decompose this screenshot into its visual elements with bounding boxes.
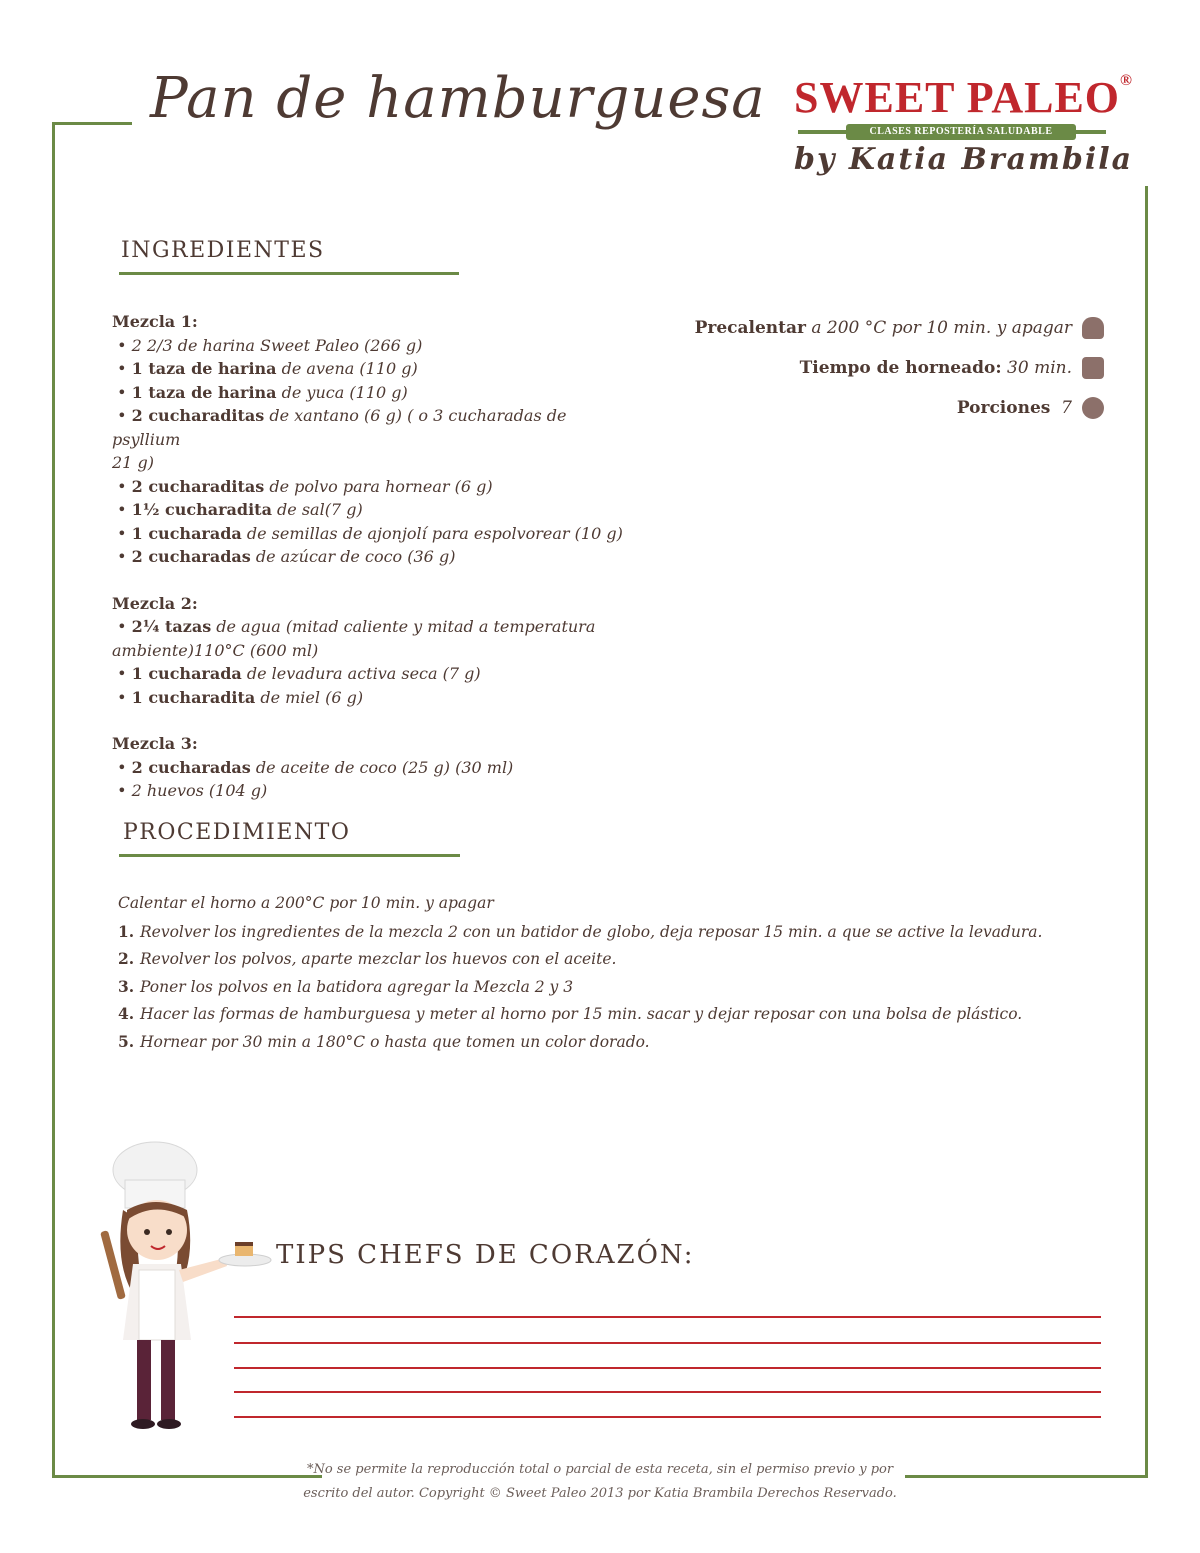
mix-title: Mezcla 1: <box>112 312 198 331</box>
logo-author: by Katia Brambila <box>794 142 1134 177</box>
procedure-step: 3. Poner los polvos en la batidora agregar la Mezcla 2 y 3 <box>118 976 574 996</box>
bake-time-row: Tiempo de horneado: 30 min. <box>684 348 1104 388</box>
timer-icon <box>1082 357 1104 379</box>
preheat-row: Precalentar a 200 °C por 10 min. y apagar <box>684 308 1104 348</box>
copyright-footer <box>250 1458 950 1506</box>
footer-line-2: escrito del autor. Copyright © Sweet Paleo 2013 por Katia Brambila Derechos Reservado. <box>303 1486 897 1501</box>
procedure-step: 1. Revolver los ingredientes de la mezcla 2 con un batidor de globo, deja reposar 15 min. a que se active la levadura. <box>118 921 1043 941</box>
mix-1 <box>112 310 632 569</box>
ingredients-heading: INGREDIENTES <box>121 238 325 263</box>
ingredients-list <box>112 310 632 803</box>
procedure-rule <box>119 854 460 857</box>
tips-line <box>234 1391 1101 1393</box>
oven-mitt-icon <box>1082 317 1104 339</box>
list-item: • 1 cucharada de levadura activa seca (7 g) <box>112 664 481 683</box>
list-item: • 2 cucharadas de aceite de coco (25 g) (30 ml) <box>112 757 514 777</box>
recipe-info <box>684 308 1104 428</box>
frame-top-left <box>52 122 132 125</box>
list-item: • 2 2/3 de harina Sweet Paleo (266 g) <box>112 335 423 355</box>
mix-title: Mezcla 2: <box>112 593 198 613</box>
list-item: • 1 cucharadita de miel (6 g) <box>112 687 364 707</box>
procedure-step: 4. Hacer las formas de hamburguesa y meter al horno por 15 min. sacar y dejar reposar con una bolsa de plástico. <box>118 1004 1023 1023</box>
chef-illustration <box>95 1140 275 1440</box>
tips-line <box>234 1416 1101 1418</box>
rolling-pin-handle-right <box>1076 130 1106 134</box>
procedure-step: 5. Hornear por 30 min a 180°C o hasta que tomen un color dorado. <box>118 1031 650 1051</box>
portions-row: Porciones 7 <box>684 388 1104 428</box>
brand-logo <box>790 72 1134 187</box>
mix-title: Mezcla 3: <box>112 734 198 753</box>
recipe-title: Pan de hamburguesa <box>150 66 766 131</box>
procedure-step: 2. Revolver los polvos, aparte mezclar los huevos con el aceite. <box>118 949 617 968</box>
frame-left <box>52 122 55 1478</box>
list-item: • 2¼ tazas de agua (mitad caliente y mitad a temperatura <box>112 617 596 636</box>
ingredients-rule <box>119 272 459 275</box>
procedure-steps <box>118 890 1118 1055</box>
list-item: • 2 cucharaditas de xantano (6 g) ( o 3 cucharadas de psyllium <box>112 406 567 449</box>
footer-line-1: *No se permite la reproducción total o parcial de esta receta, sin el permiso previo y por <box>306 1462 894 1477</box>
frame-right <box>1145 186 1148 1478</box>
list-item-continuation: ambiente)110°C (600 ml) <box>112 640 319 660</box>
pie-slice-icon <box>1082 397 1104 419</box>
mix-2 <box>112 592 632 710</box>
procedure-intro: Calentar el horno a 200°C por 10 min. y apagar <box>118 894 494 912</box>
list-item: • 2 huevos (104 g) <box>112 781 268 800</box>
rolling-pin-handle-left <box>798 130 846 134</box>
list-item: • 2 cucharaditas de polvo para hornear (6 g) <box>112 476 493 496</box>
list-item-continuation: 21 g) <box>112 453 154 472</box>
logo-tagline: CLASES REPOSTERÍA SALUDABLE <box>846 124 1076 140</box>
tips-heading: TIPS CHEFS DE CORAZÓN: <box>276 1240 695 1270</box>
tips-line <box>234 1316 1101 1318</box>
list-item: • 1½ cucharadita de sal(7 g) <box>112 500 363 519</box>
mix-3 <box>112 732 632 803</box>
tips-line <box>234 1367 1101 1369</box>
list-item: • 1 taza de harina de avena (110 g) <box>112 359 418 378</box>
logo-brand: SWEET PALEO® <box>794 72 1133 122</box>
list-item: • 1 cucharada de semillas de ajonjolí para espolvorear (10 g) <box>112 523 623 543</box>
logo-rolling-pin <box>798 124 1108 140</box>
list-item: • 1 taza de harina de yuca (110 g) <box>112 382 408 402</box>
list-item: • 2 cucharadas de azúcar de coco (36 g) <box>112 547 456 566</box>
procedure-heading: PROCEDIMIENTO <box>123 820 351 845</box>
tips-line <box>234 1342 1101 1344</box>
